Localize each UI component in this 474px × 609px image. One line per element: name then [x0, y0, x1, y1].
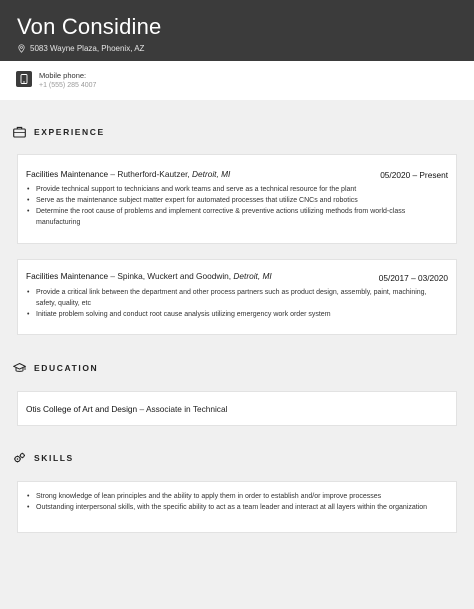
job-location: Detroit, MI	[233, 271, 272, 281]
experience-title: EXPERIENCE	[34, 127, 105, 137]
list-item: • Initiate problem solving and conduct root cause analysis utilizing emergency work order system	[26, 309, 442, 320]
briefcase-icon	[13, 126, 26, 138]
education-card	[17, 391, 457, 426]
job-heading	[26, 169, 230, 179]
list-item: • Provide a critical link between the department and other process partners such as product design, assembly, paint, machining, safety, quality, etc	[26, 287, 442, 309]
address-text: 5083 Wayne Plaza, Phoenix, AZ	[30, 44, 145, 53]
address-line	[17, 44, 144, 53]
school-name: Otis College of Art and Design	[26, 404, 138, 414]
job-separator: –	[108, 169, 118, 179]
resume-header	[0, 0, 474, 61]
education-separator: –	[137, 404, 146, 414]
job-dates: 05/2020 – Present	[380, 170, 448, 180]
list-item: • Outstanding interpersonal skills, with the specific ability to act as a team leader and interact at all layers within the organization	[26, 502, 442, 513]
skills-card	[17, 481, 457, 533]
contact-strip	[0, 61, 474, 100]
job-title: Facilities Maintenance	[26, 169, 109, 179]
education-line	[26, 404, 227, 414]
job-card-2	[17, 259, 457, 335]
job-dates: 05/2017 – 03/2020	[378, 273, 448, 283]
job-card-1	[17, 154, 457, 244]
map-pin-icon	[17, 44, 26, 53]
job-company: Spinka, Wuckert and Goodwin,	[117, 271, 232, 281]
job-separator: –	[108, 271, 118, 281]
job-bullets	[26, 184, 442, 228]
list-item: • Provide technical support to technicians and work teams and serve as a technical resource for the plant	[26, 184, 442, 195]
mobile-phone-icon	[16, 71, 32, 87]
list-item: • Serve as the maintenance subject matter expert for automated processes that utilize CNCs and robotics	[26, 195, 442, 206]
skills-title: SKILLS	[34, 453, 74, 463]
skills-heading	[13, 452, 74, 464]
degree-name: Associate in Technical	[145, 404, 228, 414]
phone-value: +1 (555) 285 4007	[39, 82, 97, 89]
skills-bullets	[26, 491, 442, 513]
list-item: • Strong knowledge of lean principles and the ability to apply them in order to establish and/or improve processes	[26, 491, 442, 502]
job-heading	[26, 271, 272, 281]
job-title: Facilities Maintenance	[26, 271, 109, 281]
list-item: • Determine the root cause of problems and implement corrective & preventive actions utilizing methods from world-class manufacturing	[26, 206, 442, 228]
experience-heading	[13, 126, 105, 138]
education-title: EDUCATION	[34, 363, 99, 373]
candidate-name: Von Considine	[17, 14, 162, 39]
job-company: Rutherford-Kautzer,	[117, 169, 190, 179]
graduation-cap-icon	[13, 362, 26, 374]
job-location: Detroit, MI	[192, 169, 231, 179]
job-bullets	[26, 287, 442, 320]
gears-icon	[13, 452, 26, 464]
education-heading	[13, 362, 98, 374]
phone-label: Mobile phone:	[39, 71, 87, 80]
